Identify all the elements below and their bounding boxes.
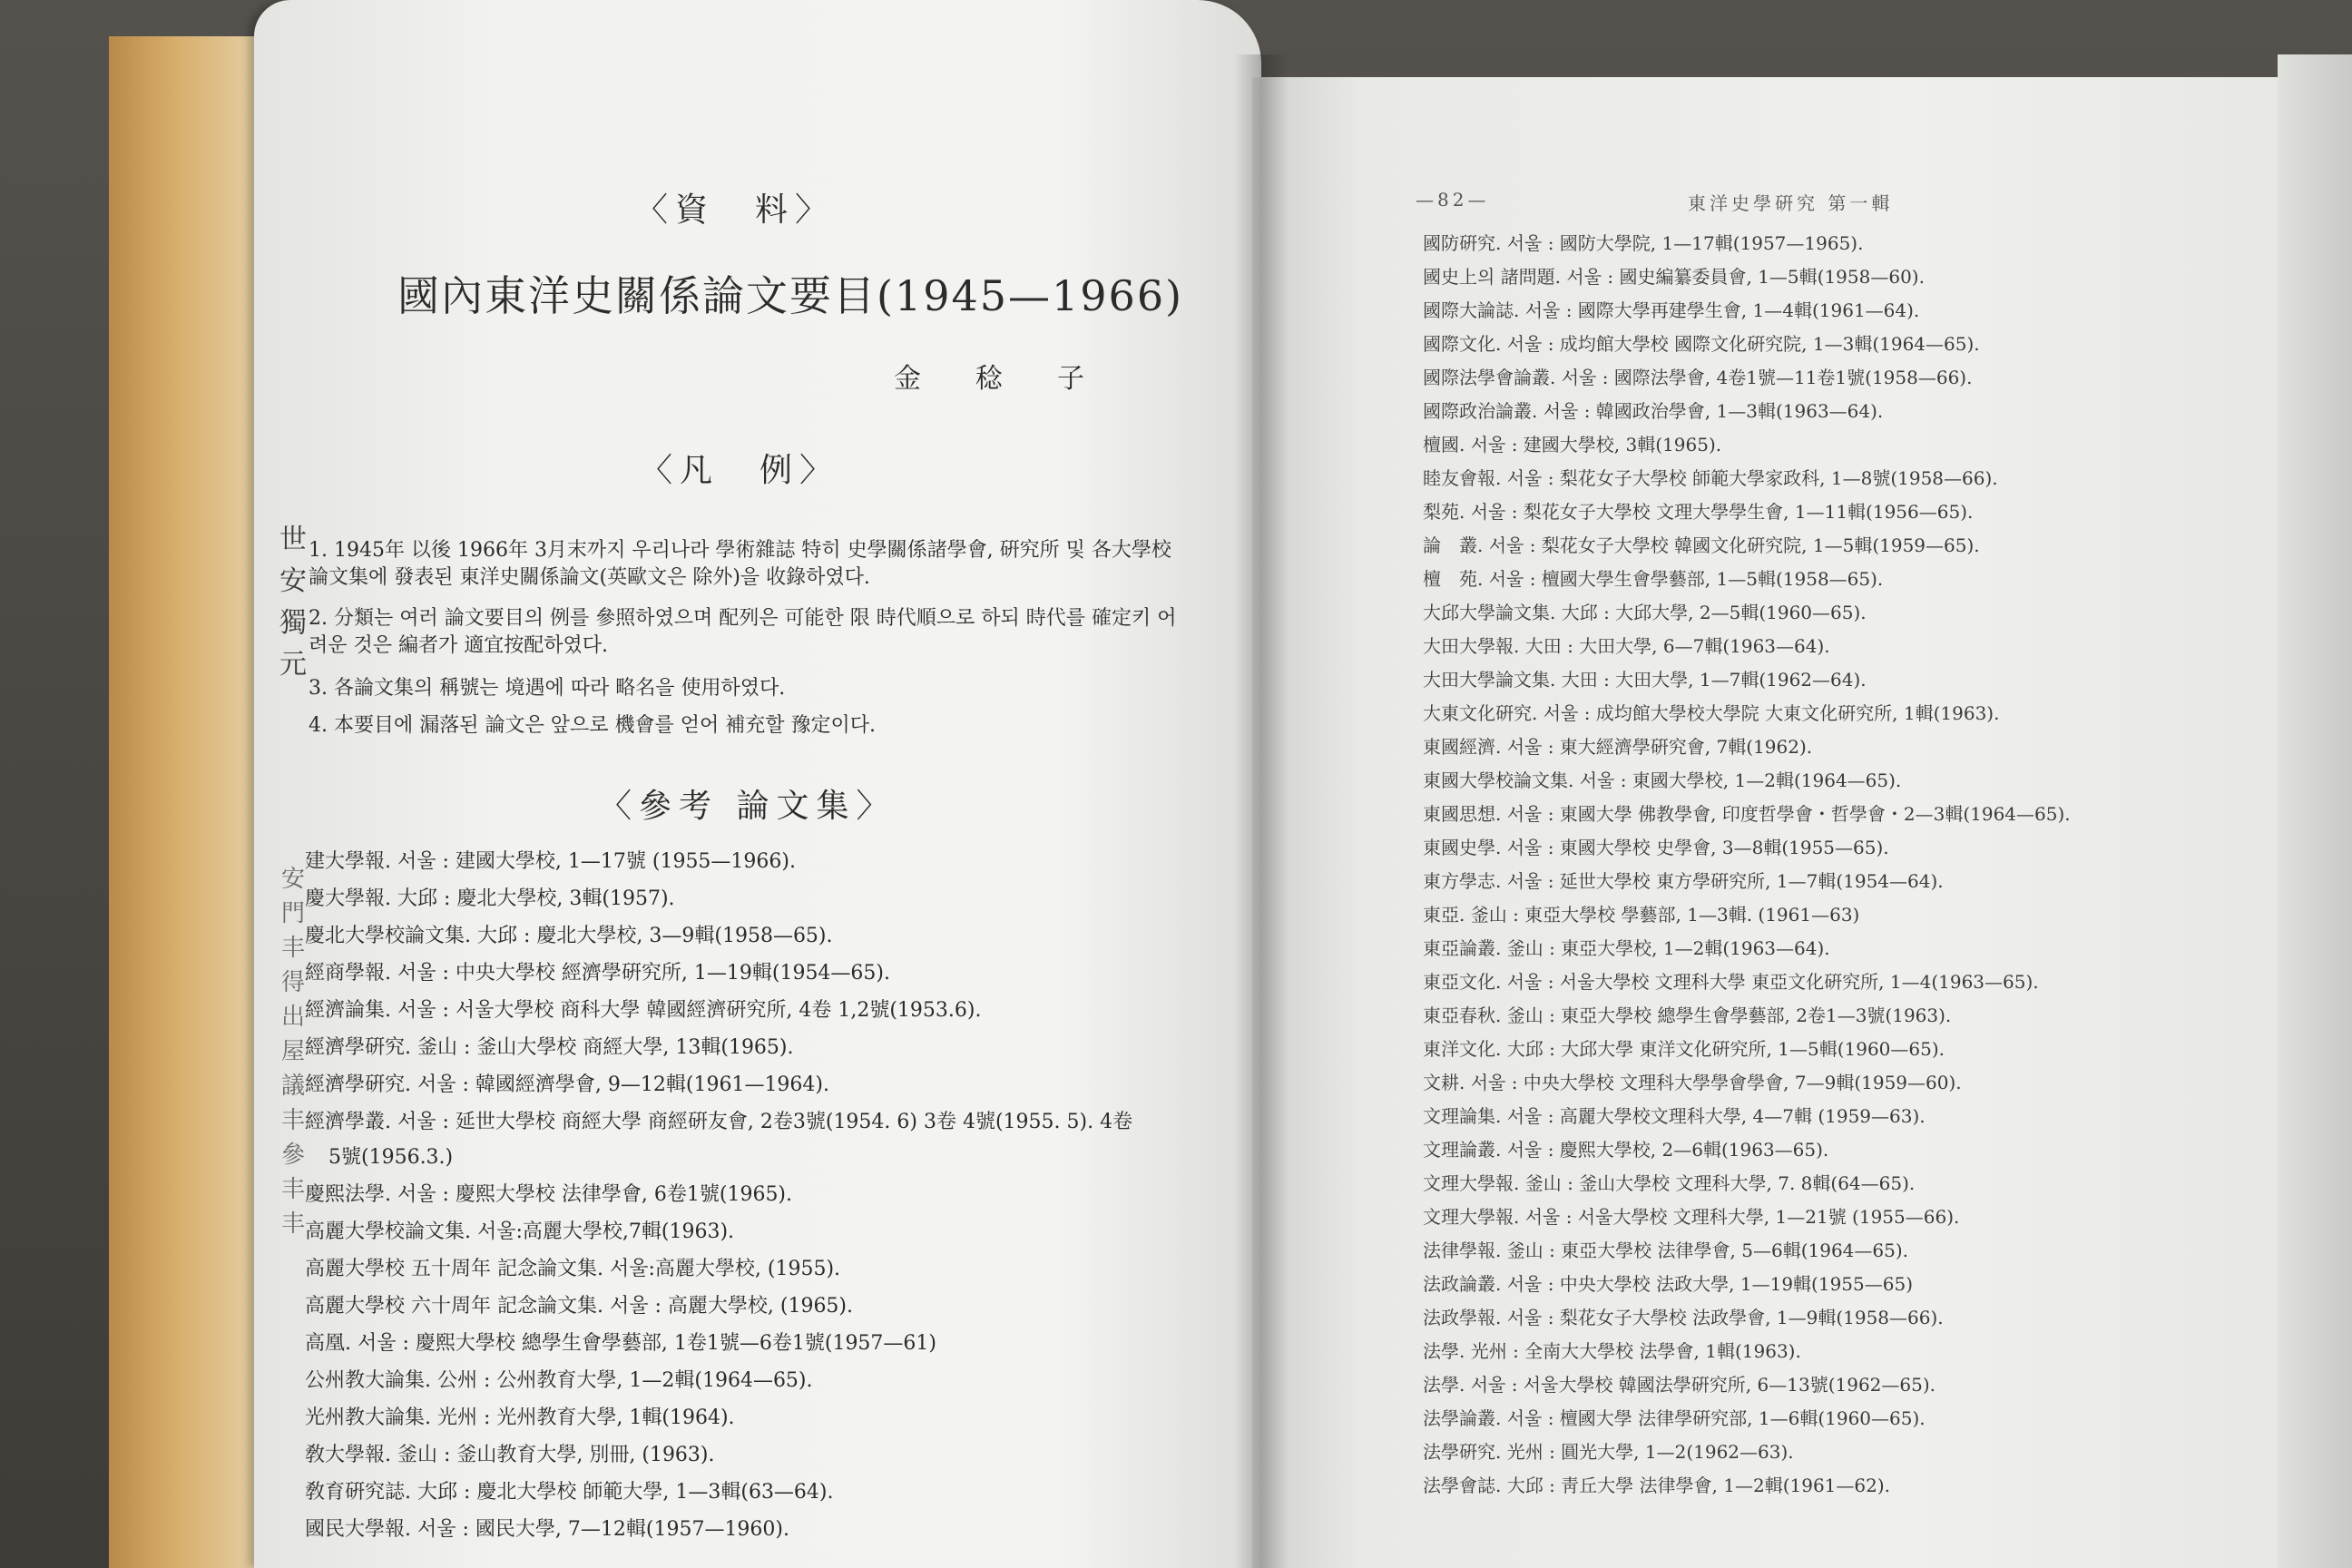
reference-item: 慶大學報. 大邱 : 慶北大學校, 3輯(1957).: [305, 887, 675, 910]
journal-entry: 梨苑. 서울 : 梨花女子大學校 文理大學學生會, 1—11輯(1956—65).: [1423, 501, 1974, 523]
journal-entry: 東國大學校論文集. 서울 : 東國大學校, 1—2輯(1964—65).: [1423, 769, 1902, 791]
reference-item: 建大學報. 서울 : 建國大學校, 1—17號 (1955—1966).: [305, 850, 796, 873]
journal-entry: 國際政治論叢. 서울 : 韓國政治學會, 1—3輯(1963—64).: [1423, 400, 1884, 422]
journal-entry: 國史上의 諸問題. 서울 : 國史編纂委員會, 1—5輯(1958—60).: [1423, 266, 1925, 288]
journal-entry: 檀國. 서울 : 建國大學校, 3輯(1965).: [1423, 434, 1722, 456]
journal-entry: 東亞文化. 서울 : 서울大學校 文理科大學 東亞文化硏究所, 1—4(1963—65).: [1423, 971, 2039, 993]
margin-text-bleed: 世安獨元: [279, 524, 307, 681]
reference-item: 高凰. 서울 : 慶熙大學校 總學生會學藝部, 1卷1號—6卷1號(1957—61): [305, 1332, 937, 1355]
reference-item: 經濟論集. 서울 : 서울大學校 商科大學 韓國經濟硏究所, 4卷 1,2號(1953.6).: [305, 999, 982, 1022]
journal-entry: 法政論叢. 서울 : 中央大學校 法政大學, 1—19輯(1955—65): [1423, 1273, 1914, 1295]
reference-item: 敎大學報. 釜山 : 釜山教育大學, 別冊, (1963).: [305, 1444, 715, 1466]
journal-entry: 大田大學報. 大田 : 大田大學, 6—7輯(1963—64).: [1423, 635, 1830, 657]
reference-item: 高麗大學校 五十周年 記念論文集. 서울:高麗大學校, (1955).: [305, 1258, 841, 1280]
resource-label: 〈資 料〉: [635, 191, 836, 229]
journal-entry: 東亞論叢. 釜山 : 東亞大學校, 1—2輯(1963—64).: [1423, 937, 1830, 959]
journal-entry: 文理大學報. 서울 : 서울大學校 文理科大學, 1—21號 (1955—66).: [1423, 1206, 1960, 1228]
rule-item: 1. 1945年 以後 1966年 3月末까지 우리나라 學術雜誌 特히 史學關係諸學會, 硏究所 및 各大學校 論文集에 發表된 東洋史關係論文(英歐文은 除外)을 收錄하였다.: [309, 539, 1171, 589]
rule-item: 4. 本要目에 漏落된 論文은 앞으로 機會를 얻어 補充할 豫定이다.: [309, 714, 876, 737]
journal-entry: 論 叢. 서울 : 梨花女子大學校 韓國文化硏究院, 1—5輯(1959—65).: [1423, 534, 1980, 556]
journal-name: 東洋史學硏究 第一輯: [1688, 192, 1894, 214]
journal-entry: 文理大學報. 釜山 : 釜山大學校 文理科大學, 7. 8輯(64—65).: [1423, 1172, 1916, 1194]
journal-entry: 東亞. 釜山 : 東亞大學校 學藝部, 1—3輯. (1961—63): [1423, 904, 1860, 926]
journal-entry: 國防硏究. 서울 : 國防大學院, 1—17輯(1957—1965).: [1423, 232, 1864, 254]
page-edge: [2278, 54, 2352, 1568]
reference-item: 經濟學硏究. 釜山 : 釜山大學校 商經大學, 13輯(1965).: [305, 1036, 794, 1059]
reference-item: 公州教大論集. 公州 : 公州教育大學, 1—2輯(1964—65).: [305, 1369, 813, 1392]
journal-entry: 法學論叢. 서울 : 檀國大學 法律學硏究部, 1—6輯(1960—65).: [1423, 1407, 1926, 1429]
journal-entry: 文理論叢. 서울 : 慶熙大學校, 2—6輯(1963—65).: [1423, 1139, 1829, 1161]
book-spine: [109, 36, 272, 1568]
journal-entry: 法學硏究. 光州 : 圓光大學, 1—2(1962—63).: [1423, 1441, 1794, 1463]
journal-entry: 法學. 光州 : 全南大大學校 法學會, 1輯(1963).: [1423, 1340, 1801, 1362]
journal-entry: 文理論集. 서울 : 高麗大學校文理科大學, 4—7輯 (1959—63).: [1423, 1105, 1926, 1127]
reference-item: 敎育硏究誌. 大邱 : 慶北大學校 師範大學, 1—3輯(63—64).: [305, 1481, 834, 1504]
reference-item: 國民大學報. 서울 : 國民大學, 7—12輯(1957—1960).: [305, 1518, 790, 1541]
gutter-shadow: [1234, 54, 1289, 1568]
journal-entry: 法政學報. 서울 : 梨花女子大學校 法政學會, 1—9輯(1958—66).: [1423, 1307, 1944, 1328]
rules-heading: 〈凡 例〉: [640, 452, 840, 489]
journal-entry: 法學會誌. 大邱 : 靑丘大學 法律學會, 1—2輯(1961—62).: [1423, 1475, 1890, 1496]
journal-entry: 文耕. 서울 : 中央大學校 文理科大學學會學會, 7—9輯(1959—60).: [1423, 1072, 1962, 1093]
journal-entry: 東洋文化. 大邱 : 大邱大學 東洋文化硏究所, 1—5輯(1960—65).: [1423, 1038, 1945, 1060]
reference-item: 經濟學硏究. 서울 : 韓國經濟學會, 9—12輯(1961—1964).: [305, 1073, 830, 1096]
page-number: —82—: [1416, 189, 1490, 211]
margin-text-bleed-lower: 安門丰得出屋議丰參丰丰: [280, 866, 305, 1238]
journal-entry: 國際法學會論叢. 서울 : 國際法學會, 4卷1號—11卷1號(1958—66).: [1423, 367, 1973, 388]
journal-entry: 大邱大學論文集. 大邱 : 大邱大學, 2—5輯(1960—65).: [1423, 602, 1867, 623]
journal-entry: 法律學報. 釜山 : 東亞大學校 法律學會, 5—6輯(1964—65).: [1423, 1240, 1908, 1261]
journal-entry: 大東文化硏究. 서울 : 成均館大學校大學院 大東文化硏究所, 1輯(1963).: [1423, 702, 2000, 724]
journal-entry: 東國經濟. 서울 : 東大經濟學硏究會, 7輯(1962).: [1423, 736, 1813, 758]
journal-entry: 法學. 서울 : 서울大學校 韓國法學硏究所, 6—13號(1962—65).: [1423, 1374, 1936, 1396]
journal-entry: 東亞春秋. 釜山 : 東亞大學校 總學生會學藝部, 2卷1—3號(1963).: [1423, 1004, 1952, 1026]
journal-entry: 東國思想. 서울 : 東國大學 佛教學會, 印度哲學會・哲學會・2—3輯(1964—65).: [1423, 803, 2071, 825]
journal-entry: 東方學志. 서울 : 延世大學校 東方學硏究所, 1—7輯(1954—64).: [1423, 870, 1944, 892]
reference-item: 光州教大論集. 光州 : 光州教育大學, 1輯(1964).: [305, 1406, 735, 1429]
reference-item: 5號(1956.3.): [328, 1146, 454, 1169]
reference-item: 慶北大學校論文集. 大邱 : 慶北大學校, 3—9輯(1958—65).: [305, 925, 833, 947]
journal-entry: 東國史學. 서울 : 東國大學校 史學會, 3—8輯(1955—65).: [1423, 837, 1889, 858]
journal-entry: 大田大學論文集. 大田 : 大田大學, 1—7輯(1962—64).: [1423, 669, 1867, 691]
journal-entry: 睦友會報. 서울 : 梨花女子大學校 師範大學家政科, 1—8號(1958—66).: [1423, 467, 1998, 489]
journal-entry: 檀 苑. 서울 : 檀國大學生會學藝部, 1—5輯(1958—65).: [1423, 568, 1884, 590]
reference-item: 慶熙法學. 서울 : 慶熙大學校 法律學會, 6卷1號(1965).: [305, 1183, 793, 1206]
reference-item: 經濟學叢. 서울 : 延世大學校 商經大學 商經硏友會, 2卷3號(1954. 6) 3卷 4號(1955. 5). 4卷: [305, 1111, 1133, 1133]
reference-item: 高麗大學校論文集. 서울:高麗大學校,7輯(1963).: [305, 1220, 735, 1243]
rule-item: 2. 分類는 여러 論文要目의 例를 參照하였으며 配列은 可能한 限 時代順으로 하되 時代를 確定키 어려운 것은 編者가 適宜按配하였다.: [309, 607, 1177, 657]
journal-entry: 國際大論誌. 서울 : 國際大學再建學生會, 1—4輯(1961—64).: [1423, 299, 1920, 321]
references-heading: 〈參考 論文集〉: [599, 788, 897, 825]
reference-item: 經商學報. 서울 : 中央大學校 經濟學硏究所, 1—19輯(1954—65).: [305, 962, 891, 985]
reference-item: 高麗大學校 六十周年 記念論文集. 서울 : 高麗大學校, (1965).: [305, 1295, 854, 1318]
document-title: 國內東洋史關係論文要目(1945—1966): [397, 271, 1184, 320]
journal-entry: 國際文化. 서울 : 成均館大學校 國際文化硏究院, 1—3輯(1964—65).: [1423, 333, 1980, 355]
author-name: 金稔子: [894, 363, 1139, 395]
rule-item: 3. 各論文集의 稱號는 境遇에 따라 略名을 使用하였다.: [309, 677, 786, 700]
